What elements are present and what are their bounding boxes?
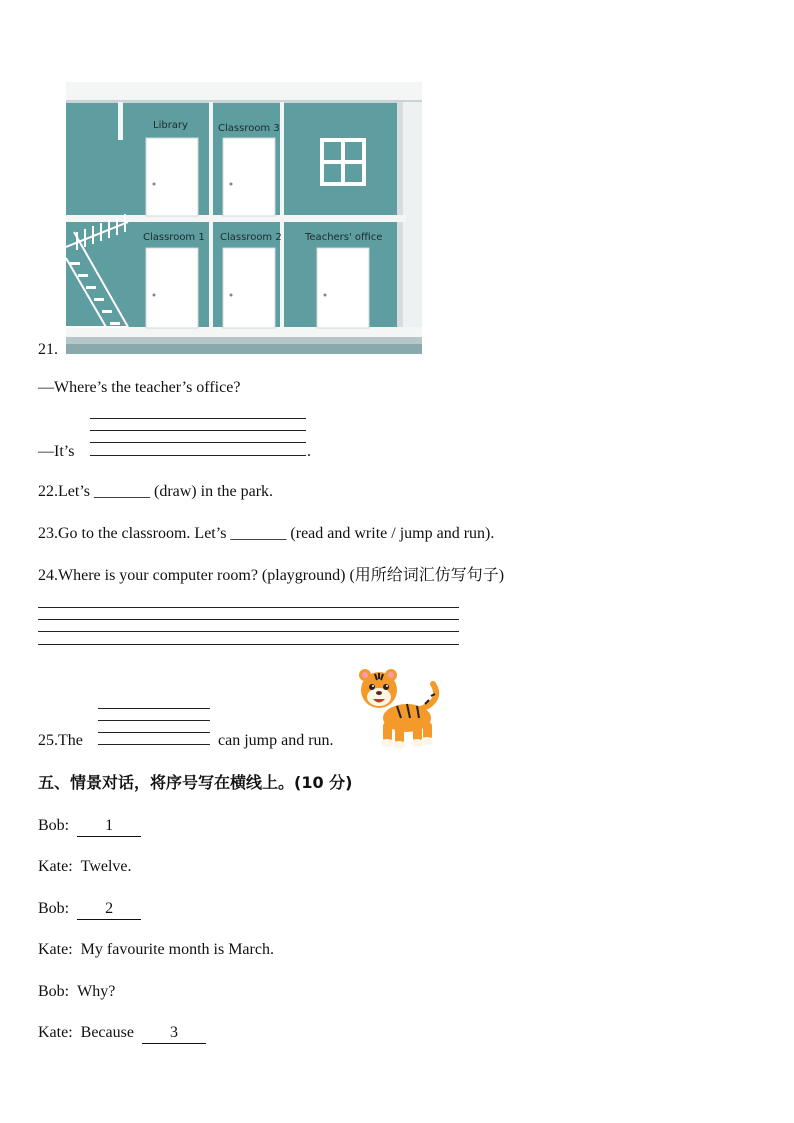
question-22: 22.Let’s _______ (draw) in the park.	[38, 483, 274, 500]
tiger-image	[355, 666, 445, 750]
question-21-answer-prefix: —It’s	[38, 443, 75, 460]
question-21-prompt: —Where’s the teacher’s office?	[38, 379, 241, 396]
dialogue-line-3	[38, 899, 141, 920]
room-label-library: Library	[153, 120, 188, 131]
speaker-label: Bob:	[38, 817, 70, 834]
dialogue-text: My favourite month is March.	[80, 941, 274, 958]
speaker-label: Bob:	[38, 900, 70, 917]
speaker-label: Kate:	[38, 858, 73, 875]
answer-line[interactable]	[38, 607, 459, 608]
speaker-label: Kate:	[38, 1024, 73, 1041]
dialogue-text: Why?	[77, 983, 116, 1000]
question-21-answer-suffix: .	[307, 443, 311, 460]
answer-line[interactable]	[90, 418, 306, 419]
dialogue-line-5	[38, 982, 115, 1002]
question-23: 23.Go to the classroom. Let’s _______ (read and write / jump and run).	[38, 525, 495, 542]
speaker-label: Kate:	[38, 941, 73, 958]
answer-line[interactable]	[38, 644, 459, 645]
answer-line[interactable]	[38, 631, 459, 632]
answer-line[interactable]	[98, 732, 210, 733]
answer-line[interactable]	[90, 430, 306, 431]
dialogue-text: Twelve.	[80, 858, 132, 875]
question-25-suffix: can jump and run.	[218, 732, 334, 749]
room-label-teachers-office: Teachers' office	[305, 232, 383, 243]
question-25-prefix: 25.The	[38, 732, 83, 749]
speaker-label: Bob:	[38, 983, 70, 1000]
answer-line[interactable]	[90, 442, 306, 443]
section-5-heading: 五、情景对话，将序号写在横线上。(10 分)	[38, 773, 353, 792]
answer-blank[interactable]: 3	[142, 1023, 206, 1044]
room-label-classroom-3: Classroom 3	[218, 123, 280, 134]
dialogue-line-4	[38, 940, 274, 960]
answer-line[interactable]	[90, 455, 306, 456]
dialogue-line-2	[38, 857, 132, 877]
room-label-classroom-1: Classroom 1	[143, 232, 205, 243]
question-24: 24.Where is your computer room? (playground) (用所给词汇仿写句子)	[38, 567, 505, 584]
dialogue-text: Because	[80, 1024, 134, 1041]
question-21-number: 21.	[38, 341, 58, 358]
building-illustration	[66, 82, 422, 354]
answer-line[interactable]	[98, 744, 210, 745]
dialogue-line-1	[38, 816, 141, 837]
answer-line[interactable]	[98, 720, 210, 721]
answer-blank[interactable]: 1	[77, 816, 141, 837]
answer-line[interactable]	[38, 619, 459, 620]
answer-line[interactable]	[98, 708, 210, 709]
room-label-classroom-2: Classroom 2	[220, 232, 282, 243]
dialogue-line-6	[38, 1023, 206, 1044]
answer-blank[interactable]: 2	[77, 899, 141, 920]
